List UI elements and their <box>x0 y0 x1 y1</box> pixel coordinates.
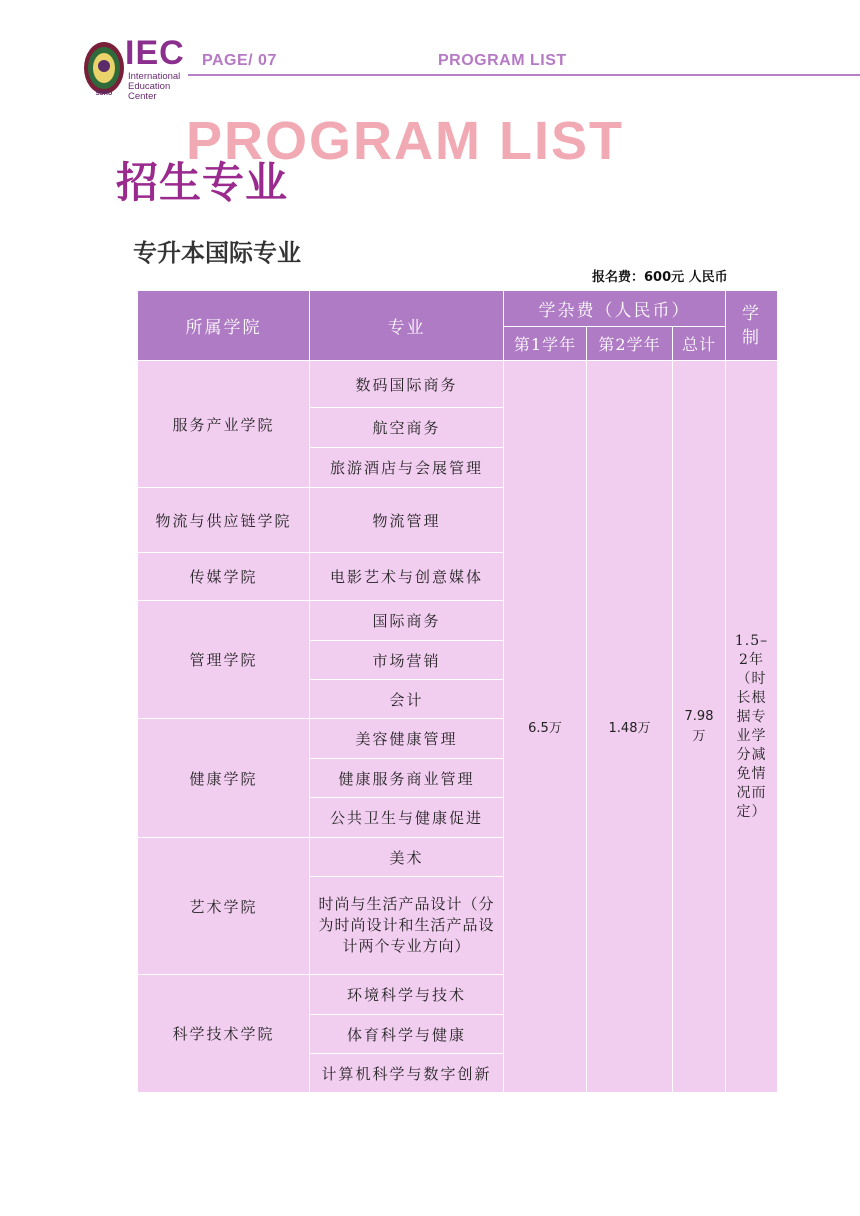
faculty-cell: 传媒学院 <box>138 553 310 601</box>
program-table-wrapper <box>137 290 778 1093</box>
header-section-label: PROGRAM LIST <box>438 52 567 69</box>
page-title-cn: 招生专业 <box>116 158 289 207</box>
faculty-cell: 艺术学院 <box>138 838 310 975</box>
page-number: PAGE/ 07 <box>202 52 277 69</box>
header-faculty: 所属学院 <box>138 291 310 361</box>
duration-cell: 1.5–2年（时长根据专业学分减免情况而定） <box>726 361 778 1093</box>
application-fee: 报名费：600元 人民币 <box>592 270 728 285</box>
major-cell: 美术 <box>310 838 504 877</box>
major-cell: 计算机科学与数字创新 <box>310 1054 504 1093</box>
faculty-cell: 健康学院 <box>138 719 310 838</box>
major-cell: 旅游酒店与会展管理 <box>310 448 504 488</box>
year1-fee-cell: 6.5万 <box>504 361 587 1093</box>
faculty-cell: 管理学院 <box>138 601 310 719</box>
header-major: 专业 <box>310 291 504 361</box>
major-cell: 国际商务 <box>310 601 504 641</box>
major-cell: 航空商务 <box>310 408 504 448</box>
major-cell: 健康服务商业管理 <box>310 759 504 798</box>
major-cell: 体育科学与健康 <box>310 1015 504 1054</box>
major-cell: 数码国际商务 <box>310 361 504 408</box>
logo-subtitle <box>128 72 180 102</box>
major-cell: 时尚与生活产品设计（分为时尚设计和生活产品设计两个专业方向） <box>310 877 504 975</box>
svg-text:SSRU: SSRU <box>95 91 113 97</box>
iec-logo <box>83 34 193 104</box>
total-fee-cell: 7.98万 <box>673 361 726 1093</box>
major-cell: 会计 <box>310 680 504 719</box>
header-total: 总计 <box>673 327 726 361</box>
header-year2: 第2学年 <box>587 327 673 361</box>
major-cell: 物流管理 <box>310 488 504 553</box>
header-divider <box>188 74 860 76</box>
logo-line-1: International <box>128 71 181 82</box>
faculty-cell: 服务产业学院 <box>138 361 310 488</box>
major-cell: 公共卫生与健康促进 <box>310 798 504 838</box>
header-duration: 学制 <box>726 291 778 361</box>
major-cell: 电影艺术与创意媒体 <box>310 553 504 601</box>
faculty-cell: 科学技术学院 <box>138 975 310 1093</box>
ssru-seal-icon <box>83 40 125 98</box>
major-cell: 市场营销 <box>310 641 504 680</box>
logo-iec-text: IEC <box>125 34 185 72</box>
year2-fee-cell: 1.48万 <box>587 361 673 1093</box>
major-cell: 美容健康管理 <box>310 719 504 759</box>
faculty-cell: 物流与供应链学院 <box>138 488 310 553</box>
logo-line-3: Center <box>128 91 157 102</box>
header-tuition: 学杂费（人民币） <box>504 291 726 327</box>
major-cell: 环境科学与技术 <box>310 975 504 1015</box>
section-subtitle: 专升本国际专业 <box>133 239 301 267</box>
page-title-en: PROGRAM LIST <box>186 111 624 171</box>
program-table <box>137 290 778 1093</box>
logo-line-2: Education <box>128 81 171 92</box>
header-year1: 第1学年 <box>504 327 587 361</box>
table-row <box>138 361 778 408</box>
